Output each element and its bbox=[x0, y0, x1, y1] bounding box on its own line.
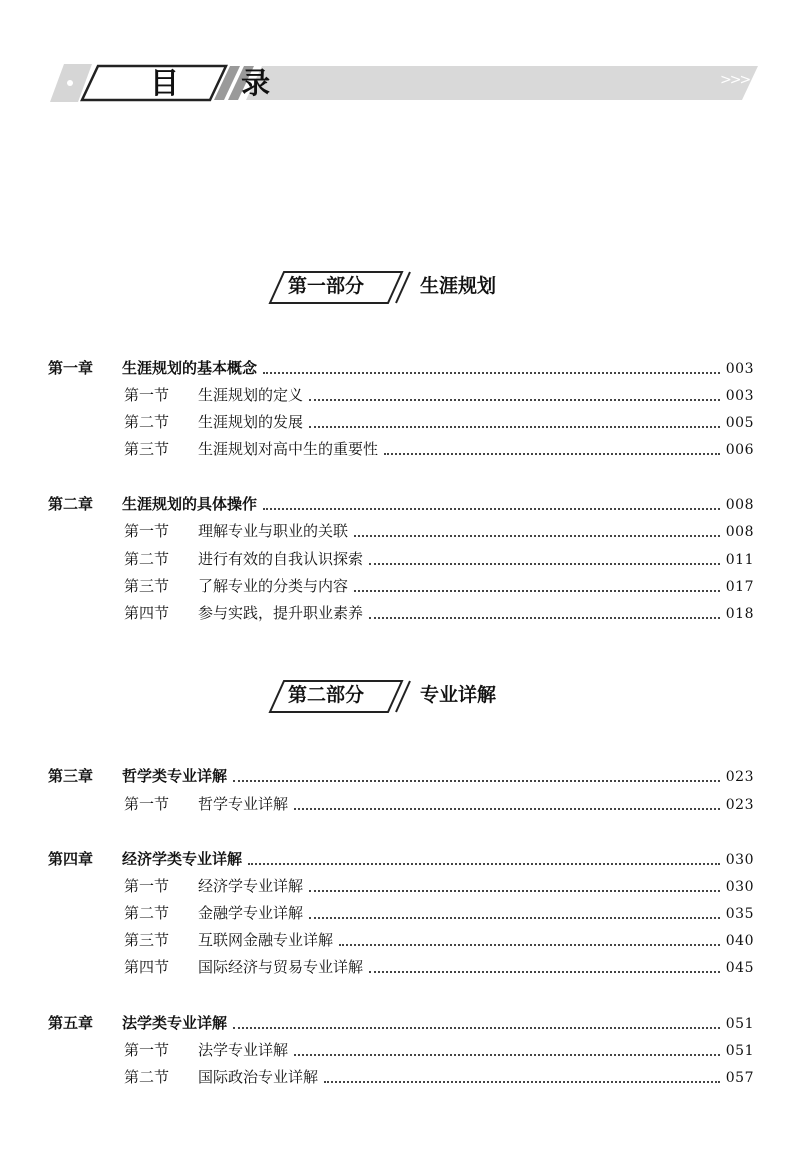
toc-title: 目 录 bbox=[150, 66, 297, 100]
toc-section[interactable] bbox=[124, 602, 754, 624]
toc-chapter[interactable] bbox=[48, 848, 754, 870]
toc-section[interactable] bbox=[124, 956, 754, 978]
part-heading-1 bbox=[268, 270, 568, 306]
section-number: 第三节 bbox=[124, 440, 170, 458]
page-number: 030 bbox=[725, 852, 754, 868]
page-number: 023 bbox=[725, 769, 754, 785]
section-title: 了解专业的分类与内容 bbox=[198, 577, 349, 595]
page-number: 051 bbox=[725, 1043, 754, 1059]
toc-section[interactable] bbox=[124, 1066, 754, 1088]
part-heading-2 bbox=[268, 679, 568, 715]
chapter-title: 法学类专业详解 bbox=[122, 1014, 228, 1032]
chapter-title: 经济学类专业详解 bbox=[122, 850, 243, 868]
section-title: 进行有效的自我认识探索 bbox=[198, 550, 364, 568]
toc-chapter[interactable] bbox=[48, 493, 754, 515]
toc-section[interactable] bbox=[124, 902, 754, 924]
part-title: 生涯规划 bbox=[420, 275, 497, 297]
section-title: 生涯规划对高中生的重要性 bbox=[198, 440, 379, 458]
page-number: 006 bbox=[725, 442, 754, 458]
section-number: 第一节 bbox=[124, 1041, 170, 1059]
section-number: 第四节 bbox=[124, 604, 170, 622]
section-title: 金融学专业详解 bbox=[198, 904, 304, 922]
section-number: 第一节 bbox=[124, 795, 170, 813]
toc-chapter[interactable] bbox=[48, 357, 754, 379]
dot-leader bbox=[384, 452, 720, 455]
section-number: 第三节 bbox=[124, 931, 170, 949]
section-title: 生涯规划的定义 bbox=[198, 386, 304, 404]
dot-leader bbox=[263, 507, 720, 510]
toc-section[interactable] bbox=[124, 384, 754, 406]
chapter-number: 第三章 bbox=[48, 767, 94, 785]
page-number: 011 bbox=[725, 552, 754, 568]
section-number: 第一节 bbox=[124, 522, 170, 540]
section-title: 哲学专业详解 bbox=[198, 795, 289, 813]
section-title: 法学专业详解 bbox=[198, 1041, 289, 1059]
toc-chapter[interactable] bbox=[48, 765, 754, 787]
dot-leader bbox=[309, 398, 720, 401]
toc-chapter[interactable] bbox=[48, 1012, 754, 1034]
section-number: 第三节 bbox=[124, 577, 170, 595]
toc-section[interactable] bbox=[124, 929, 754, 951]
dot-leader bbox=[294, 1053, 720, 1056]
page-number: 035 bbox=[725, 906, 754, 922]
chapter-title: 生涯规划的具体操作 bbox=[122, 495, 258, 513]
page-number: 023 bbox=[725, 797, 754, 813]
part-label: 第二部分 bbox=[288, 684, 365, 706]
section-title: 国际政治专业详解 bbox=[198, 1068, 319, 1086]
page-number: 051 bbox=[725, 1016, 754, 1032]
dot-leader bbox=[324, 1080, 720, 1083]
section-number: 第二节 bbox=[124, 550, 170, 568]
toc-section[interactable] bbox=[124, 438, 754, 460]
dot-leader bbox=[233, 1026, 720, 1029]
dot-leader bbox=[339, 943, 720, 946]
page-number: 003 bbox=[725, 388, 754, 404]
page-number: 040 bbox=[725, 933, 754, 949]
toc-section[interactable] bbox=[124, 875, 754, 897]
dot-leader bbox=[369, 616, 720, 619]
section-number: 第二节 bbox=[124, 413, 170, 431]
dot-leader bbox=[248, 862, 720, 865]
chapter-number: 第五章 bbox=[48, 1014, 94, 1032]
dot-leader bbox=[354, 589, 720, 592]
page-number: 003 bbox=[725, 361, 754, 377]
section-title: 参与实践，提升职业素养 bbox=[198, 604, 364, 622]
dot-leader bbox=[294, 807, 720, 810]
part-label: 第一部分 bbox=[288, 275, 365, 297]
section-title: 国际经济与贸易专业详解 bbox=[198, 958, 364, 976]
section-number: 第二节 bbox=[124, 904, 170, 922]
toc-section[interactable] bbox=[124, 793, 754, 815]
section-title: 理解专业与职业的关联 bbox=[198, 522, 349, 540]
page-number: 057 bbox=[725, 1070, 754, 1086]
page-number: 005 bbox=[725, 415, 754, 431]
dot-leader bbox=[354, 534, 720, 537]
toc-section[interactable] bbox=[124, 548, 754, 570]
page-number: 045 bbox=[725, 960, 754, 976]
dot-leader bbox=[233, 779, 720, 782]
section-title: 互联网金融专业详解 bbox=[198, 931, 334, 949]
chapter-number: 第二章 bbox=[48, 495, 94, 513]
toc-section[interactable] bbox=[124, 520, 754, 542]
page-number: 008 bbox=[725, 524, 754, 540]
page-number: 008 bbox=[725, 497, 754, 513]
dot-leader bbox=[309, 916, 720, 919]
dot-leader bbox=[309, 889, 720, 892]
section-number: 第一节 bbox=[124, 877, 170, 895]
section-number: 第二节 bbox=[124, 1068, 170, 1086]
page-number: 018 bbox=[725, 606, 754, 622]
dot-leader bbox=[369, 562, 720, 565]
dot-leader bbox=[309, 425, 720, 428]
chevrons-right-icon: >>> bbox=[720, 72, 750, 88]
section-number: 第四节 bbox=[124, 958, 170, 976]
chapter-title: 生涯规划的基本概念 bbox=[122, 359, 258, 377]
section-title: 生涯规划的发展 bbox=[198, 413, 304, 431]
section-title: 经济学专业详解 bbox=[198, 877, 304, 895]
chapter-title: 哲学类专业详解 bbox=[122, 767, 228, 785]
chapter-number: 第一章 bbox=[48, 359, 94, 377]
page-number: 030 bbox=[725, 879, 754, 895]
toc-section[interactable] bbox=[124, 411, 754, 433]
toc-section[interactable] bbox=[124, 1039, 754, 1061]
dot-leader bbox=[263, 371, 720, 374]
chapter-number: 第四章 bbox=[48, 850, 94, 868]
toc-section[interactable] bbox=[124, 575, 754, 597]
part-title: 专业详解 bbox=[420, 684, 497, 706]
section-number: 第一节 bbox=[124, 386, 170, 404]
toc-header-banner bbox=[48, 64, 758, 102]
dot-leader bbox=[369, 970, 720, 973]
page-number: 017 bbox=[725, 579, 754, 595]
